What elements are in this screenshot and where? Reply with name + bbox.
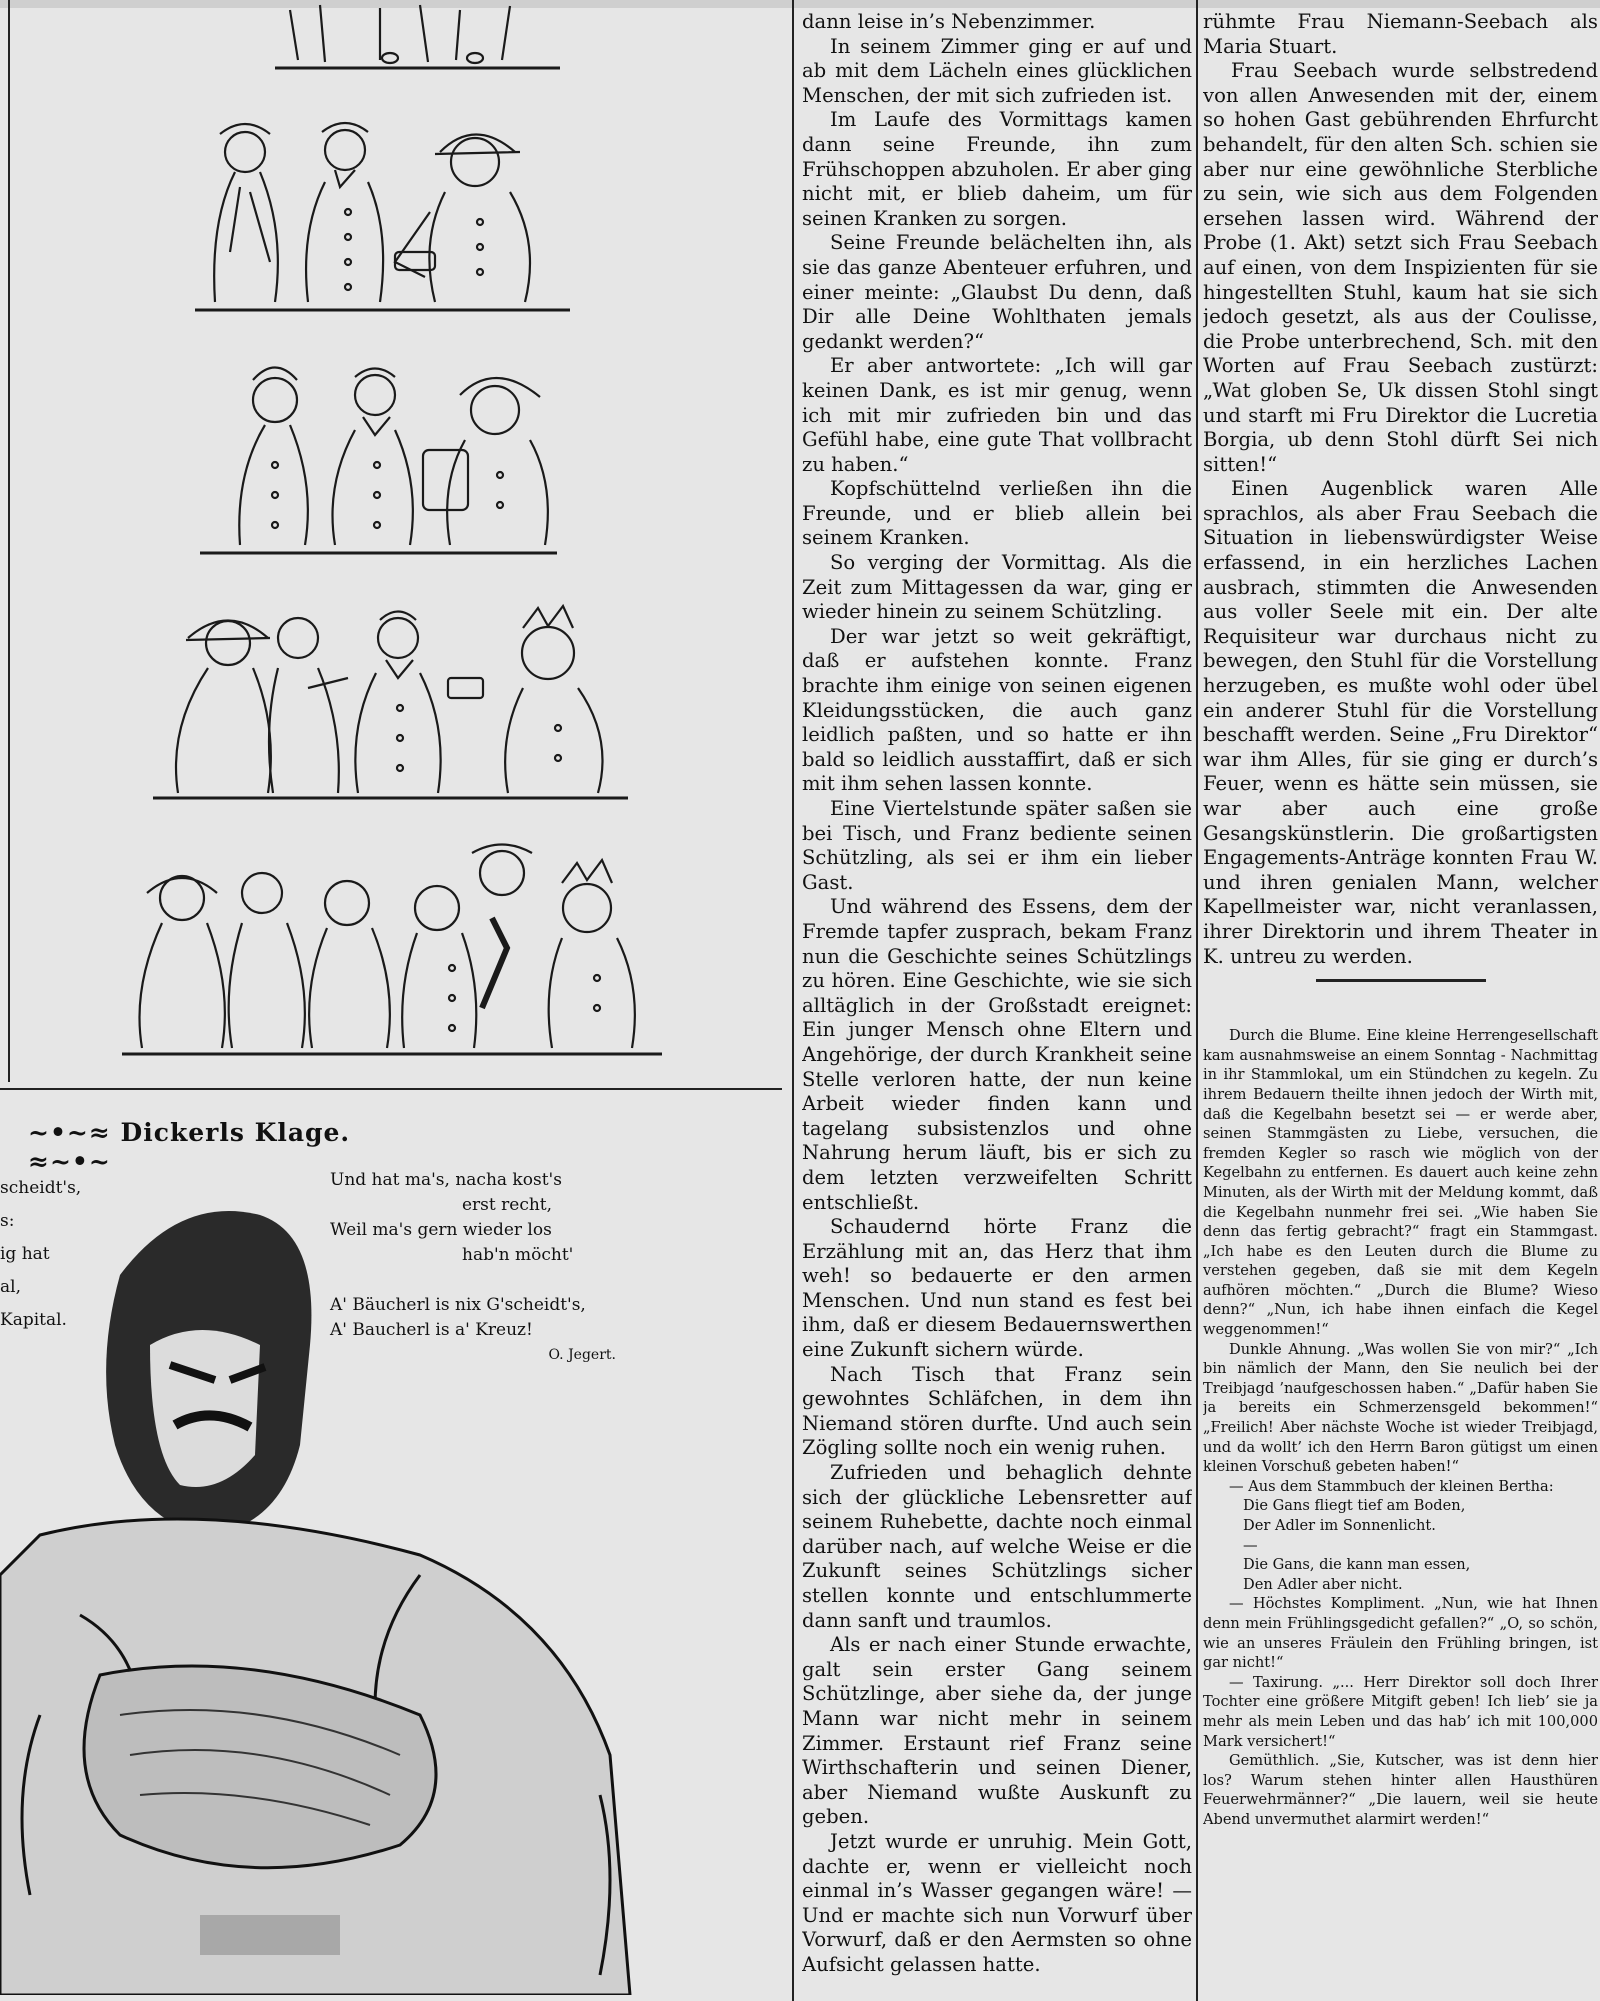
ornament-right: ≈~•~: [28, 1147, 111, 1176]
browser-top-edge: [0, 0, 1600, 8]
paragraph: Zufrieden und behaglich dehnte sich der glückliche Lebensretter auf seinem Ruhebette, dachte noch einmal darüber nach, auf welche Weise er die Zukunft seines Schützlings sicher stellen konnte und entschlummerte dann sanft und traumlos.: [802, 1461, 1192, 1632]
poem-line: Weil ma's gern wieder los: [330, 1220, 552, 1240]
left-frame-rule: [8, 0, 10, 1082]
ornament-left: ~•~≈: [28, 1118, 111, 1147]
verse-line: Die Gans fliegt tief am Boden,: [1243, 1497, 1466, 1515]
column-rule-2: [1196, 0, 1198, 2001]
middle-text-column: [802, 10, 1192, 1990]
poem-line: hab'n möcht': [462, 1245, 574, 1265]
cartoon-panel-2: [190, 112, 580, 322]
cartoon-panel-5: [112, 838, 672, 1060]
paragraph: dann leise in’s Nebenzimmer.: [802, 10, 1096, 33]
paragraph: Der war jetzt so weit gekräftigt, daß er aufstehen konnte. Franz brachte ihm einige von seinen eigenen Kleidungsstücken, die auch ganz leidlich paßten, und so hatte er ihn bald so leidlich ausstaffirt, daß er sich mit ihm sehen lassen konnte.: [802, 624, 1192, 796]
paragraph: Jetzt wurde er unruhig. Mein Gott, dachte er, wenn er vielleicht noch einmal in’s Wasser gegangen wäre! — Und er machte sich nun Vorwurf über Vorwurf, daß er den Aermsten so ohne Aufsicht gelassen hatte.: [802, 1829, 1192, 1976]
cartoon-panel-4: [148, 598, 648, 808]
short-item: Dunkle Ahnung. „Was wollen Sie von mir?“ „Ich bin nämlich der Mann, den Sie neulich bei der Treibjagd ’naufgeschossen haben.“ „Dafür haben Sie ja bereits ein Schmerzensgeld bekommen!“ „Freilich! Aber nächste Woche ist wieder Treibjagd, und da wollt’ ich den Herrn Baron gütigst um einen kleinen Vorschuß gebeten haben!“: [1203, 1340, 1598, 1476]
poem-left-fragments: [0, 1172, 90, 1337]
poem-line: erst recht,: [462, 1195, 553, 1215]
cartoon-panel-1: [270, 0, 570, 78]
paragraph: Einen Augenblick waren Alle sprachlos, als aber Frau Seebach die Situation in liebenswürdigster Weise erfassend, in ein herzliches Lachen ausbrach, stimmten die Anwesenden aus voller Seele mit ein. Der alte Requisiteur war durchaus nicht zu bewegen, den Stuhl für die Vorstellung herzugeben, es mußte wohl oder übel ein anderer Stuhl für die Vorstellung beschafft werden. Seine „Fru Direktor“ war ihm Alles, für sie ging er durch’s Feuer, wenn es hätte sein müssen, sie war aber auch eine große Gesangskünstlerin. Die großartigsten Engagements-Anträge konnten Frau W. und ihren genialen Mann, welcher Kapellmeister war, nicht veranlassen, ihrer Direktorin und ihrem Theater in K. untreu zu werden.: [1203, 477, 1598, 968]
paragraph: Er aber antwortete: „Ich will gar keinen Dank, es ist mir genug, wenn ich mit mir zufrieden bin und das Gefühl habe, eine gute That vollbracht zu haben.“: [802, 354, 1192, 476]
verse-line: Die Gans, die kann man essen,: [1243, 1556, 1471, 1574]
column-rule-1: [792, 0, 794, 2001]
poem-fragment: scheidt's,: [0, 1178, 82, 1198]
paragraph: Seine Freunde belächelten ihn, als sie das ganze Abenteuer erfuhren, und einer meinte: „Glaubst Du denn, daß Dir alle Deine Wohlthaten jemals gedankt werden?“: [802, 231, 1192, 353]
verse-line: Der Adler im Sonnenlicht.: [1243, 1517, 1436, 1534]
paragraph: rühmte Frau Niemann-Seebach als Maria Stuart.: [1203, 10, 1598, 58]
poem-line: A' Bäucherl is nix G'scheidt's,: [330, 1295, 586, 1315]
paragraph: So verging der Vormittag. Als die Zeit zum Mittagessen da war, ging er wieder hinein zu seinem Schützling.: [802, 551, 1192, 624]
paragraph: Und während des Essens, dem der Fremde tapfer zusprach, bekam Franz nun die Geschichte seines Schützlings zu hören. Eine Geschichte, wie sie sich alltäglich in der Großstadt ereignet: Ein junger Mensch ohne Eltern und Angehörige, der durch Krankheit seine Stelle verloren hatte, der nun keine Arbeit wieder finden kann und tagelang subsistenzlos und ohne Nahrung herum läuft, bis er sich zu dem letzten verzweifelten Schritt entschließt.: [802, 895, 1192, 1214]
poem-author: O. Jegert.: [548, 1347, 616, 1363]
poem-line: Und hat ma's, nacha kost's: [330, 1170, 562, 1190]
paragraph: In seinem Zimmer ging er auf und ab mit dem Lächeln eines glücklichen Menschen, der mit sich zufrieden ist.: [802, 34, 1192, 107]
poem-fragment: s:: [0, 1211, 15, 1231]
paragraph: Nach Tisch that Franz sein gewohntes Schläfchen, in dem ihn Niemand stören durfte. Und auch sein Zögling sollte noch ein wenig ruhen.: [802, 1362, 1192, 1460]
poem-title-text: Dickerls Klage.: [120, 1118, 351, 1147]
poem-fragment: Kapital.: [0, 1310, 67, 1330]
short-item: — Taxirung. „... Herr Direktor soll doch Ihrer Tochter eine größere Mitgift geben! Ich lieb’ sie ja mehr als mein Leben und das hab’ ich mit 100,000 Mark versichert!“: [1203, 1673, 1598, 1750]
verse-line: Den Adler aber nicht.: [1243, 1575, 1403, 1593]
cartoon-panel-3: [195, 355, 565, 565]
paragraph: Eine Viertelstunde später saßen sie bei Tisch, und Franz bediente seinen Schützling, als sei er ihm ein lieber Gast.: [802, 797, 1192, 894]
short-item: — Aus dem Stammbuch der kleinen Bertha:: [1229, 1477, 1554, 1495]
poem-stanza: [330, 1168, 620, 1368]
jokes-section: [1203, 1026, 1598, 1829]
poem-fragment: ig hat: [0, 1244, 50, 1264]
short-item: Gemüthlich. „Sie, Kutscher, was ist denn hier los? Warum stehen hinter allen Hausthüren Feuerwehrmänner?“ „Die lauern, weil sie heute Abend unvermuthet alarmirt werden!“: [1203, 1752, 1598, 1828]
poem-fragment: al,: [0, 1277, 21, 1297]
cartoon-bottom-rule: [0, 1088, 782, 1090]
paragraph: Frau Seebach wurde selbstredend von allen Anwesenden mit der, einem so hohen Gast gebührenden Ehrfurcht behandelt, für den alten Sch. schien sie aber nur eine gewöhnliche Sterbliche zu sein, wie sich aus dem Folgenden ersehen lassen wird. Während der Probe (1. Akt) setzt sich Frau Seebach auf einen, von dem Inspizienten für sie hingestellten Stuhl, kaum hat sie sich jedoch gesetzt, als aus der Coulisse, die Probe unterbrechend, Sch. mit den Worten auf Frau Seebach zustürzt: „Wat globen Se, Uk dissen Stohl singt und starft mi Fru Direktor die Lucretia Borgia, ub denn Stohl dürft Sei nich sitten!“: [1203, 59, 1598, 476]
paragraph: Als er nach einer Stunde erwachte, galt sein erster Gang seinem Schützlinge, aber siehe da, der junge Mann war nicht mehr in seinem Zimmer. Erstaunt rief Franz seine Wirthschafterin und seinen Diener, aber Niemand wußte Auskunft zu geben.: [802, 1633, 1192, 1829]
short-item: — Höchstes Kompliment. „Nun, wie hat Ihnen denn mein Frühlingsgedicht gefallen?“ „O, so schön, wie an unseres Fräulein den Frühling bringen, ist gar nicht!“: [1203, 1595, 1598, 1672]
short-item: Durch die Blume. Eine kleine Herrengesellschaft kam ausnahmsweise an einem Sonntag - Nachmittag in ihr Stammlokal, um ein Stündchen zu kegeln. Zu ihrem Bedauern theilte ihnen jedoch der Wirth mit, daß die Kegelbahn besetzt sei — er werde aber, seinen Stammgästen zu Liebe, versuchen, die fremden Kegler so rasch wie möglich von der Kegelbahn zu entfernen. Es dauert auch keine zehn Minuten, als der Wirth mit der Meldung kommt, daß die Kegelbahn nunmehr frei sei. „Wie haben Sie denn das fertig gebracht?“ fragt ein Stammgast. „Ich habe es den Leuten durch die Blume zu verstehen gegeben, daß sie mit dem Kegeln aufhören möchten.“ „Durch die Blume? Wieso denn?“ „Nun, ich habe ihnen einfach die Kegel weggenommen!“: [1203, 1027, 1598, 1339]
paragraph: Im Laufe des Vormittags kamen dann seine Freunde, ihn zum Frühschoppen abzuholen. Er aber ging nicht mit, er blieb daheim, um für seinen Kranken zu sorgen.: [802, 108, 1192, 230]
poem-line: A' Baucherl is a' Kreuz!: [330, 1320, 533, 1340]
theatre-anecdote: [1203, 10, 1598, 969]
verse-line: —: [1243, 1536, 1258, 1554]
paragraph: Kopfschüttelnd verließen ihn die Freunde, und er blieb allein bei seinem Kranken.: [802, 477, 1192, 550]
poem-line: [330, 1268, 620, 1293]
paragraph: Schaudernd hörte Franz die Erzählung mit an, das Herz that ihm weh! so bedauerte er den armen Menschen. Und nun stand es fest bei ihm, daß er diesem Bedauernswerthen eine Zukunft sichern würde.: [802, 1215, 1192, 1362]
section-divider: [1316, 979, 1486, 982]
right-text-column: [1203, 10, 1598, 1990]
